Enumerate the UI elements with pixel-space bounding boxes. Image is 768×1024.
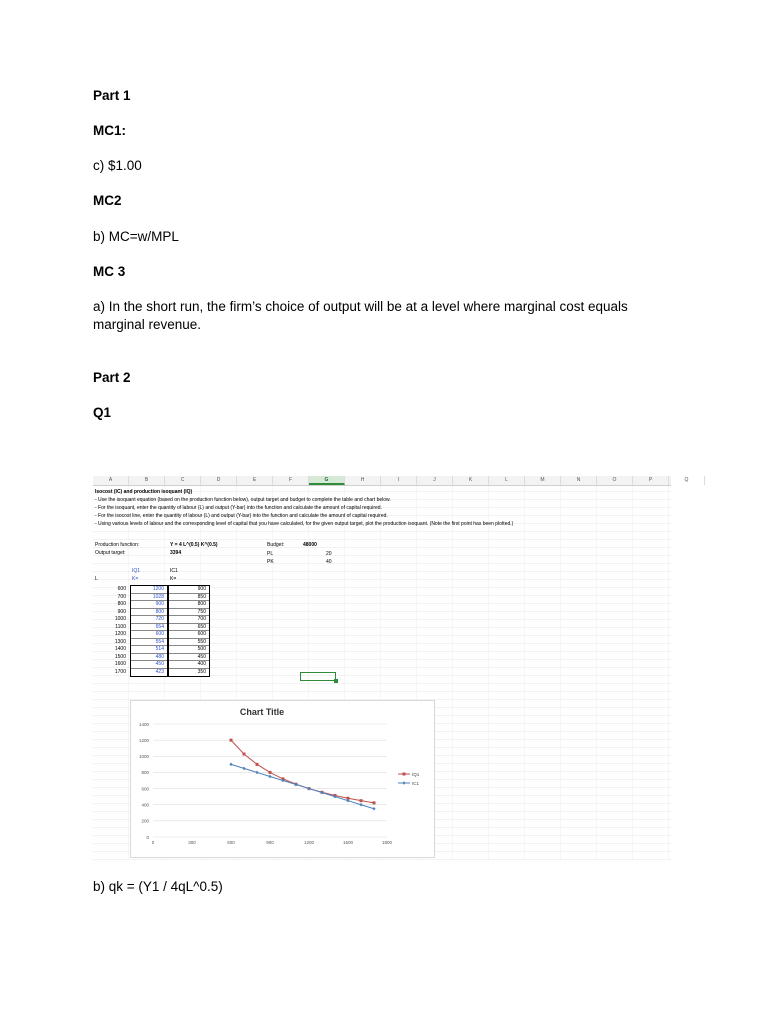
legend-marker (403, 773, 406, 776)
data-point-ic1 (359, 803, 362, 807)
iq1-cell[interactable]: 480 (131, 654, 167, 662)
iq1-cell[interactable]: 554 (131, 639, 167, 647)
iq1-header: IQ1 (132, 568, 141, 574)
pl-label: PL (267, 551, 274, 557)
ic1-header: IC1 (170, 568, 178, 574)
legend-marker (402, 781, 405, 785)
ic1-cell[interactable]: 600 (169, 631, 209, 639)
labour-cell[interactable]: 700 (117, 593, 126, 600)
production-function-value: Y = 4 L^(0.5) K^(0.5) (170, 542, 218, 548)
x-tick-label: 1500 (342, 840, 354, 845)
iq1-cell[interactable]: 1200 (131, 586, 167, 594)
iq1-cell[interactable]: 450 (131, 661, 167, 669)
ic1-cell[interactable]: 850 (169, 594, 209, 602)
ic1-cell[interactable]: 650 (169, 624, 209, 632)
column-header[interactable]: Q (669, 476, 705, 485)
q1-heading: Q1 (93, 405, 112, 420)
labour-cell[interactable]: 900 (117, 608, 126, 615)
mc3-heading: MC 3 (93, 264, 126, 279)
iq1-cell[interactable]: 423 (155, 668, 164, 675)
column-header[interactable]: A (93, 476, 129, 485)
y-tick-label: 800 (141, 770, 149, 776)
data-point-iq1 (269, 771, 272, 774)
iq1-cell[interactable]: 720 (131, 616, 167, 624)
x-tick-label: 0 (151, 840, 155, 845)
ic1-cell[interactable]: 800 (169, 601, 209, 609)
labour-cell[interactable]: 1400 (114, 646, 126, 652)
data-point-iq1 (373, 801, 376, 804)
x-tick-label: 900 (266, 840, 274, 845)
ic1-column (168, 585, 210, 677)
mc2-heading: MC2 (93, 193, 122, 208)
y-tick-label: 0 (146, 834, 149, 840)
labour-cell[interactable]: 1500 (114, 653, 126, 660)
data-point-ic1 (372, 807, 375, 811)
mc2-answer: b) MC=w/MPL (93, 229, 179, 244)
y-tick-label: 200 (141, 818, 149, 824)
budget-label: Budget: (267, 542, 285, 548)
pk-value: 40 (326, 559, 332, 565)
labour-cell[interactable]: 1700 (114, 668, 126, 675)
sheet-title: Isocost (IC) and production isoquant (IQ) (95, 489, 193, 495)
chart (130, 700, 435, 858)
ic1-cell[interactable]: 550 (169, 639, 209, 647)
labour-cell[interactable]: 1200 (114, 631, 126, 637)
data-point-ic1 (229, 763, 232, 767)
data-point-ic1 (242, 767, 245, 771)
x-tick-label: 300 (188, 840, 196, 845)
ic1-cell[interactable]: 700 (169, 616, 209, 624)
mc1-heading: MC1: (93, 123, 126, 138)
labour-cell[interactable]: 1000 (114, 616, 126, 622)
data-point-ic1 (255, 771, 258, 775)
column-header[interactable]: N (561, 476, 597, 485)
column-header[interactable]: J (417, 476, 453, 485)
selected-cell[interactable] (300, 672, 336, 681)
production-function-label: Production function: (95, 542, 140, 548)
y-tick-label: 400 (141, 802, 149, 808)
iq1-cell[interactable]: 1028 (131, 594, 167, 602)
column-header[interactable]: F (273, 476, 309, 485)
pk-label: PK (267, 559, 274, 565)
instruction-line: - Using various levels of labour and the corresponding level of capital that you have calculated, for the given output target, plot the production isoquant. (Note the first point has been plotted.) (95, 521, 514, 527)
labour-cell[interactable]: 800 (117, 601, 126, 607)
column-header[interactable]: C (165, 476, 201, 485)
y-tick-label: 600 (141, 786, 149, 792)
output-target-value: 3394 (170, 550, 182, 556)
column-header[interactable]: G (309, 476, 345, 485)
x-tick-label: 600 (227, 840, 235, 845)
column-header[interactable]: M (525, 476, 561, 485)
pl-value: 20 (326, 551, 332, 557)
labour-cell[interactable]: 1600 (114, 661, 126, 667)
instruction-line: - Use the isoquant equation (based on the production function below), output target and budget to complete the table and chart below. (95, 497, 391, 503)
x-tick-label: 1800 (381, 840, 393, 845)
part2-heading: Part 2 (93, 370, 131, 385)
iq1-cell[interactable]: 800 (131, 609, 167, 617)
x-tick-label: 1200 (303, 840, 315, 845)
ic1-cell[interactable]: 750 (169, 609, 209, 617)
iq1-k-label: K= (132, 576, 139, 582)
ic1-cell[interactable]: 350 (197, 668, 206, 675)
chart-svg (131, 701, 434, 857)
iq1-cell[interactable]: 600 (131, 631, 167, 639)
column-header-row (93, 476, 689, 486)
y-tick-label: 1000 (138, 754, 149, 760)
legend-label: IQ1 (412, 771, 420, 777)
column-header[interactable]: K (453, 476, 489, 485)
data-point-iq1 (243, 753, 246, 756)
instruction-line: - For the isoquant, enter the quantity of labour (L) and output (Y-bar) into the function and calculate the amount of capital required. (95, 505, 382, 511)
ic1-cell[interactable]: 400 (169, 661, 209, 669)
legend-label: IC1 (412, 780, 420, 786)
output-target-label: Output target: (95, 550, 126, 556)
ic1-k-label: K= (170, 576, 177, 582)
ic1-cell[interactable]: 450 (169, 654, 209, 662)
y-tick-label: 1200 (138, 737, 149, 743)
iq1-cell[interactable]: 900 (131, 601, 167, 609)
series-line-ic1 (231, 764, 374, 808)
instruction-line: - For the isocost line, enter the quantity of labour (L) and output (Y-bar) into the function and calculate the amount of capital required. (95, 513, 388, 519)
iq1-column (130, 585, 168, 677)
column-header[interactable]: E (237, 476, 273, 485)
y-tick-label: 1400 (138, 721, 149, 727)
mc1-answer: c) $1.00 (93, 158, 142, 173)
column-header[interactable]: B (129, 476, 165, 485)
iq1-cell[interactable]: 654 (131, 624, 167, 632)
data-point-iq1 (256, 763, 259, 766)
budget-value: 48000 (303, 542, 317, 548)
mc3-answer: a) In the short run, the firm’s choice of output will be at a level where marginal cost equals marginal revenue. (93, 299, 628, 332)
data-point-iq1 (230, 739, 233, 742)
labour-cell[interactable]: 1300 (114, 638, 126, 645)
q1-answer-b: b) qk = (Y1 / 4qL^0.5) (93, 879, 223, 894)
ic1-cell[interactable]: 900 (169, 586, 209, 594)
data-point-ic1 (268, 775, 271, 779)
column-header[interactable]: L (489, 476, 525, 485)
column-header[interactable]: O (597, 476, 633, 485)
part1-heading: Part 1 (93, 88, 131, 103)
column-header[interactable]: P (633, 476, 669, 485)
labour-cell[interactable]: 1100 (115, 623, 126, 630)
l-label: L (95, 576, 98, 582)
labour-cell[interactable]: 600 (117, 586, 126, 592)
ic1-cell[interactable]: 500 (169, 646, 209, 654)
column-header[interactable]: I (381, 476, 417, 485)
iq1-cell[interactable]: 514 (131, 646, 167, 654)
data-point-iq1 (360, 799, 363, 802)
chart-title: Chart Title (239, 707, 285, 717)
column-header[interactable]: D (201, 476, 237, 485)
spreadsheet-screenshot (93, 476, 689, 860)
column-header[interactable]: H (345, 476, 381, 485)
